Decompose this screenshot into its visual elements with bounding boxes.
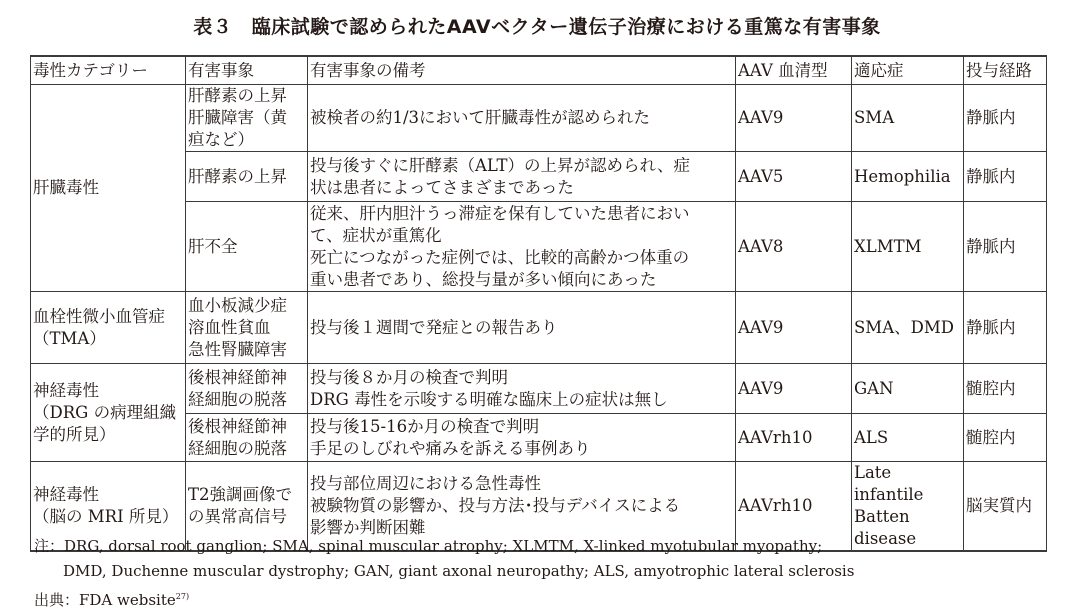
serotype-cell: AAV8: [736, 202, 852, 292]
event-cell: 肝酵素の上昇: [186, 152, 308, 202]
event-cell: 肝酵素の上昇 肝臓障害（黄 疸など）: [186, 85, 308, 152]
note-cell: 投与後８か月の検査で判明 DRG 毒性を示唆する明確な臨床上の症状は無し: [308, 364, 736, 414]
serotype-cell: AAVrh10: [736, 462, 852, 552]
header-note: 有害事象の備考: [308, 56, 736, 85]
route-cell: 静脈内: [964, 152, 1047, 202]
route-cell: 静脈内: [964, 85, 1047, 152]
event-cell: T2強調画像で の異常高信号: [186, 462, 308, 552]
note-cell: 投与部位周辺における急性毒性 被験物質の影響か、投与方法･投与デバイスによる 影響か判断困難: [308, 462, 736, 552]
note-cell: 投与後すぐに肝酵素（ALT）の上昇が認められ、症 状は患者によってさまざまであった: [308, 152, 736, 202]
source-reference: 27): [175, 592, 190, 601]
indication-cell: XLMTM: [852, 202, 964, 292]
indication-cell: ALS: [852, 414, 964, 462]
indication-cell: GAN: [852, 364, 964, 414]
indication-cell: Hemophilia: [852, 152, 964, 202]
header-category: 毒性カテゴリー: [31, 56, 186, 85]
serotype-cell: AAV9: [736, 364, 852, 414]
note-cell: 従来、肝内胆汁うっ滞症を保有していた患者におい て、症状が重篤化 死亡につながった症例では、比較的高齢かつ体重の 重い患者であり、総投与量が多い傾向にあった: [308, 202, 736, 292]
header-event: 有害事象: [186, 56, 308, 85]
route-cell: 静脈内: [964, 202, 1047, 292]
note-cell: 被検者の約1/3において肝臓毒性が認められた: [308, 85, 736, 152]
indication-cell: SMA、DMD: [852, 292, 964, 364]
note-line-2: DMD, Duchenne muscular dystrophy; GAN, giant axonal neuropathy; ALS, amyotrophic lateral sclerosis: [63, 562, 855, 580]
table-row: [31, 85, 1047, 152]
event-cell: 肝不全: [186, 202, 308, 292]
event-cell: 後根神経節神 経細胞の脱落: [186, 364, 308, 414]
header-route: 投与経路: [964, 56, 1047, 85]
category-cell: 肝臓毒性: [31, 85, 186, 292]
category-cell: 血栓性微小血管症 （TMA）: [31, 292, 186, 364]
header-serotype: AAV 血清型: [736, 56, 852, 85]
route-cell: 髄腔内: [964, 414, 1047, 462]
serotype-cell: AAVrh10: [736, 414, 852, 462]
serotype-cell: AAV9: [736, 292, 852, 364]
indication-cell: SMA: [852, 85, 964, 152]
category-cell: 神経毒性 （脳の MRI 所見）: [31, 462, 186, 552]
event-cell: 後根神経節神 経細胞の脱落: [186, 414, 308, 462]
route-cell: 髄腔内: [964, 364, 1047, 414]
serotype-cell: AAV9: [736, 85, 852, 152]
note-cell: 投与後15-16か月の検査で判明 手足のしびれや痛みを訴える事例あり: [308, 414, 736, 462]
route-cell: 脳実質内: [964, 462, 1047, 552]
route-cell: 静脈内: [964, 292, 1047, 364]
table-notes: [34, 534, 854, 613]
serotype-cell: AAV5: [736, 152, 852, 202]
note-cell: 投与後１週間で発症との報告あり: [308, 292, 736, 364]
category-cell: 神経毒性 （DRG の病理組織 学的所見）: [31, 364, 186, 462]
table-row: [31, 364, 1047, 414]
note-line-1: 注：DRG, dorsal root ganglion; SMA, spinal muscular atrophy; XLMTM, X-linked myotubular myopathy;: [34, 537, 823, 555]
table-header-row: [31, 56, 1047, 85]
source-text: 出典：FDA website: [34, 591, 176, 609]
table-row: [31, 292, 1047, 364]
table-title: 表３ 臨床試験で認められたAAVベクター遺伝子治療における重篤な有害事象: [193, 16, 881, 38]
event-cell: 血小板減少症 溶血性貧血 急性腎臓障害: [186, 292, 308, 364]
adverse-events-table: [30, 55, 1047, 552]
indication-cell: Late infantile Batten disease: [852, 462, 964, 552]
header-indication: 適応症: [852, 56, 964, 85]
